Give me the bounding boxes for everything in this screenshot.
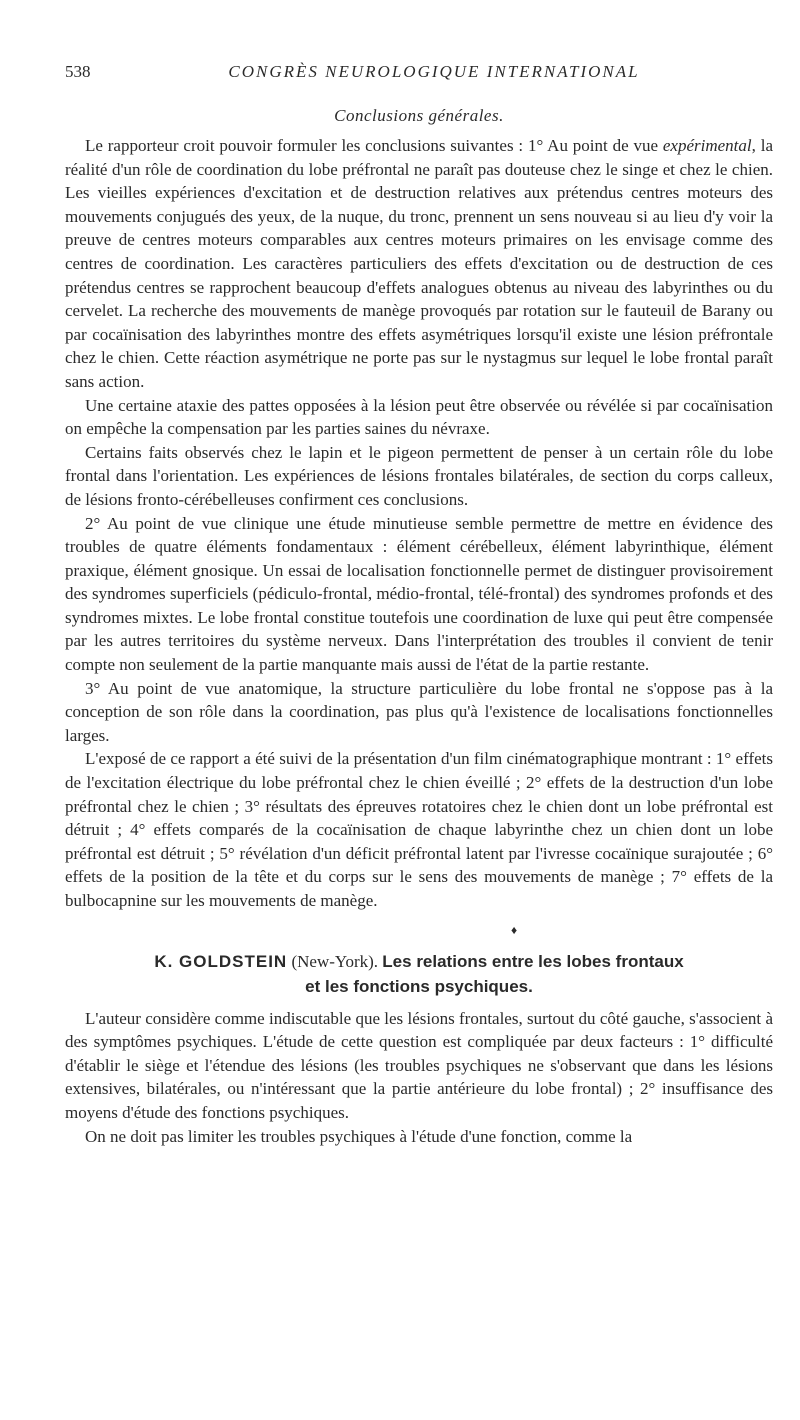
article-title-line-1: Les relations entre les lobes frontaux [382,951,684,971]
article-author-location: (New-York). [291,951,379,971]
article-heading [65,949,773,999]
conclusion-paragraph-ataxia: Une certaine ataxie des pattes opposées à la lésion peut être observée ou révélée si par cocaïnisation on empêche la compensation par les parties saines du névraxe. [65,395,773,439]
journal-title: CONGRÈS NEUROLOGIQUE INTERNATIONAL [228,62,640,81]
article-paragraph-1: L'auteur considère comme indiscutable que les lésions frontales, surtout du côté gauche, s'associent à des symptômes psychiques. L'étude de cette question est compliquée par deux facteurs : 1° difficulté d'établir le siège et l'étendue des lésions (les troubles psychiques ne s'observant que dans les lésions extensives, bilatérales, ou n'intéressant que la partie antérieure du lobe frontal) ; 2° insuffisance des moyens d'étude des fonctions psychiques. [65,1008,773,1122]
conclusion-paragraph-orientation: Certains faits observés chez le lapin et le pigeon permettent de penser à un certain rôle du lobe frontal dans l'orientation. Les expériences de lésions frontales bilatérales, de section du corps calleux, de lésions fronto-cérébelleuses confirment ces conclusions. [65,442,773,509]
conclusion-paragraph-clinical: 2° Au point de vue clinique une étude minutieuse semble permettre de mettre en évidence des troubles de quatre éléments fondamentaux : élément cérébelleux, élément labyrinthique, élément praxique, élément gnosique. Un essai de localisation fonctionnelle permet de distinguer provisoirement des syndromes superficiels (pédiculo-frontal, médio-frontal, télé-frontal) des syndromes profonds et des syndromes mixtes. Le lobe frontal constitue toutefois une coordination de luxe qui peut être compensée par les autres territoires du système nerveux. Dans l'interprétation des troubles il convient de tenir compte non seulement de la partie manquante mais aussi de l'état de la partie restante. [65,513,773,675]
running-head [65,62,773,86]
conclusion-paragraph-film: L'exposé de ce rapport a été suivi de la présentation d'un film cinématographique montrant : 1° effets de l'excitation électrique du lobe préfrontal chez le chien éveillé ; 2° effets de la destruction d'un lobe préfrontal chez le chien ; 3° résultats des épreuves rotatoires chez le chien dont un lobe préfrontal est détruit ; 4° effets comparés de la cocaïnisation de chaque labyrinthe chez un chien dont un lobe préfrontal est détruit ; 5° révélation d'un déficit préfrontal latent par l'ivresse cocaïnique surajoutée ; 6° effets de la position de la tête et du corps sur le sens des mouvements de manège ; 7° effets de la bulbocapnine sur les mouvements de manège. [65,749,773,910]
section-title: Conclusions générales. [334,106,504,125]
conclusion-paragraph-anatomical: 3° Au point de vue anatomique, la structure particulière du lobe frontal ne s'oppose pas à la conception de son rôle dans la coordination, pas plus qu'à l'existence de localisations fonctionnelles larges. [65,678,773,745]
article-paragraph-2: On ne doit pas limiter les troubles psychiques à l'étude d'une fonction, comme la [85,1126,633,1146]
page-number: 538 [65,62,91,81]
emphasis-experimental: expérimental [662,136,752,155]
paragraph-rest: , la réalité d'un rôle de coordination du lobe préfrontal ne paraît pas douteuse chez le singe et chez le chien. Les vieilles expériences d'excitation et de destruction relatives aux prétendus centres moteurs des mouvements conjugués des yeux, de la nuque, du tronc, prennent un sens nouveau si au lieu d'y voir la preuve de centres moteurs comparables aux centres moteurs primaires on les envisage comme des centres de coordination. Les caractères particuliers des effets d'excitation ou de destruction de ces prétendus centres se rapprochent beaucoup d'effets analogues obtenus au niveau des labyrinthes ou du cervelet. La recherche des mouvements de manège provoqués par rotation sur le fauteuil de Barany ou par cocaïnisation des labyrinthes montre des effets asymétriques lorsqu'il existe une lésion préfrontale chez le chien. Cette réaction asymétrique ne porte pas sur le nystagmus sur lequel le lobe frontal paraît sans action. [65,136,773,391]
paragraph-intro: Le rapporteur croit pouvoir formuler les conclusions suivantes : 1° Au point de vue [85,136,663,155]
conclusion-paragraph-experimental [65,134,773,394]
article-heading-line-1 [65,949,773,974]
article-author: K. GOLDSTEIN [154,951,288,971]
article-title-line-2: et les fonctions psychiques. [305,976,533,996]
separator-mark: ♦ [510,922,518,937]
